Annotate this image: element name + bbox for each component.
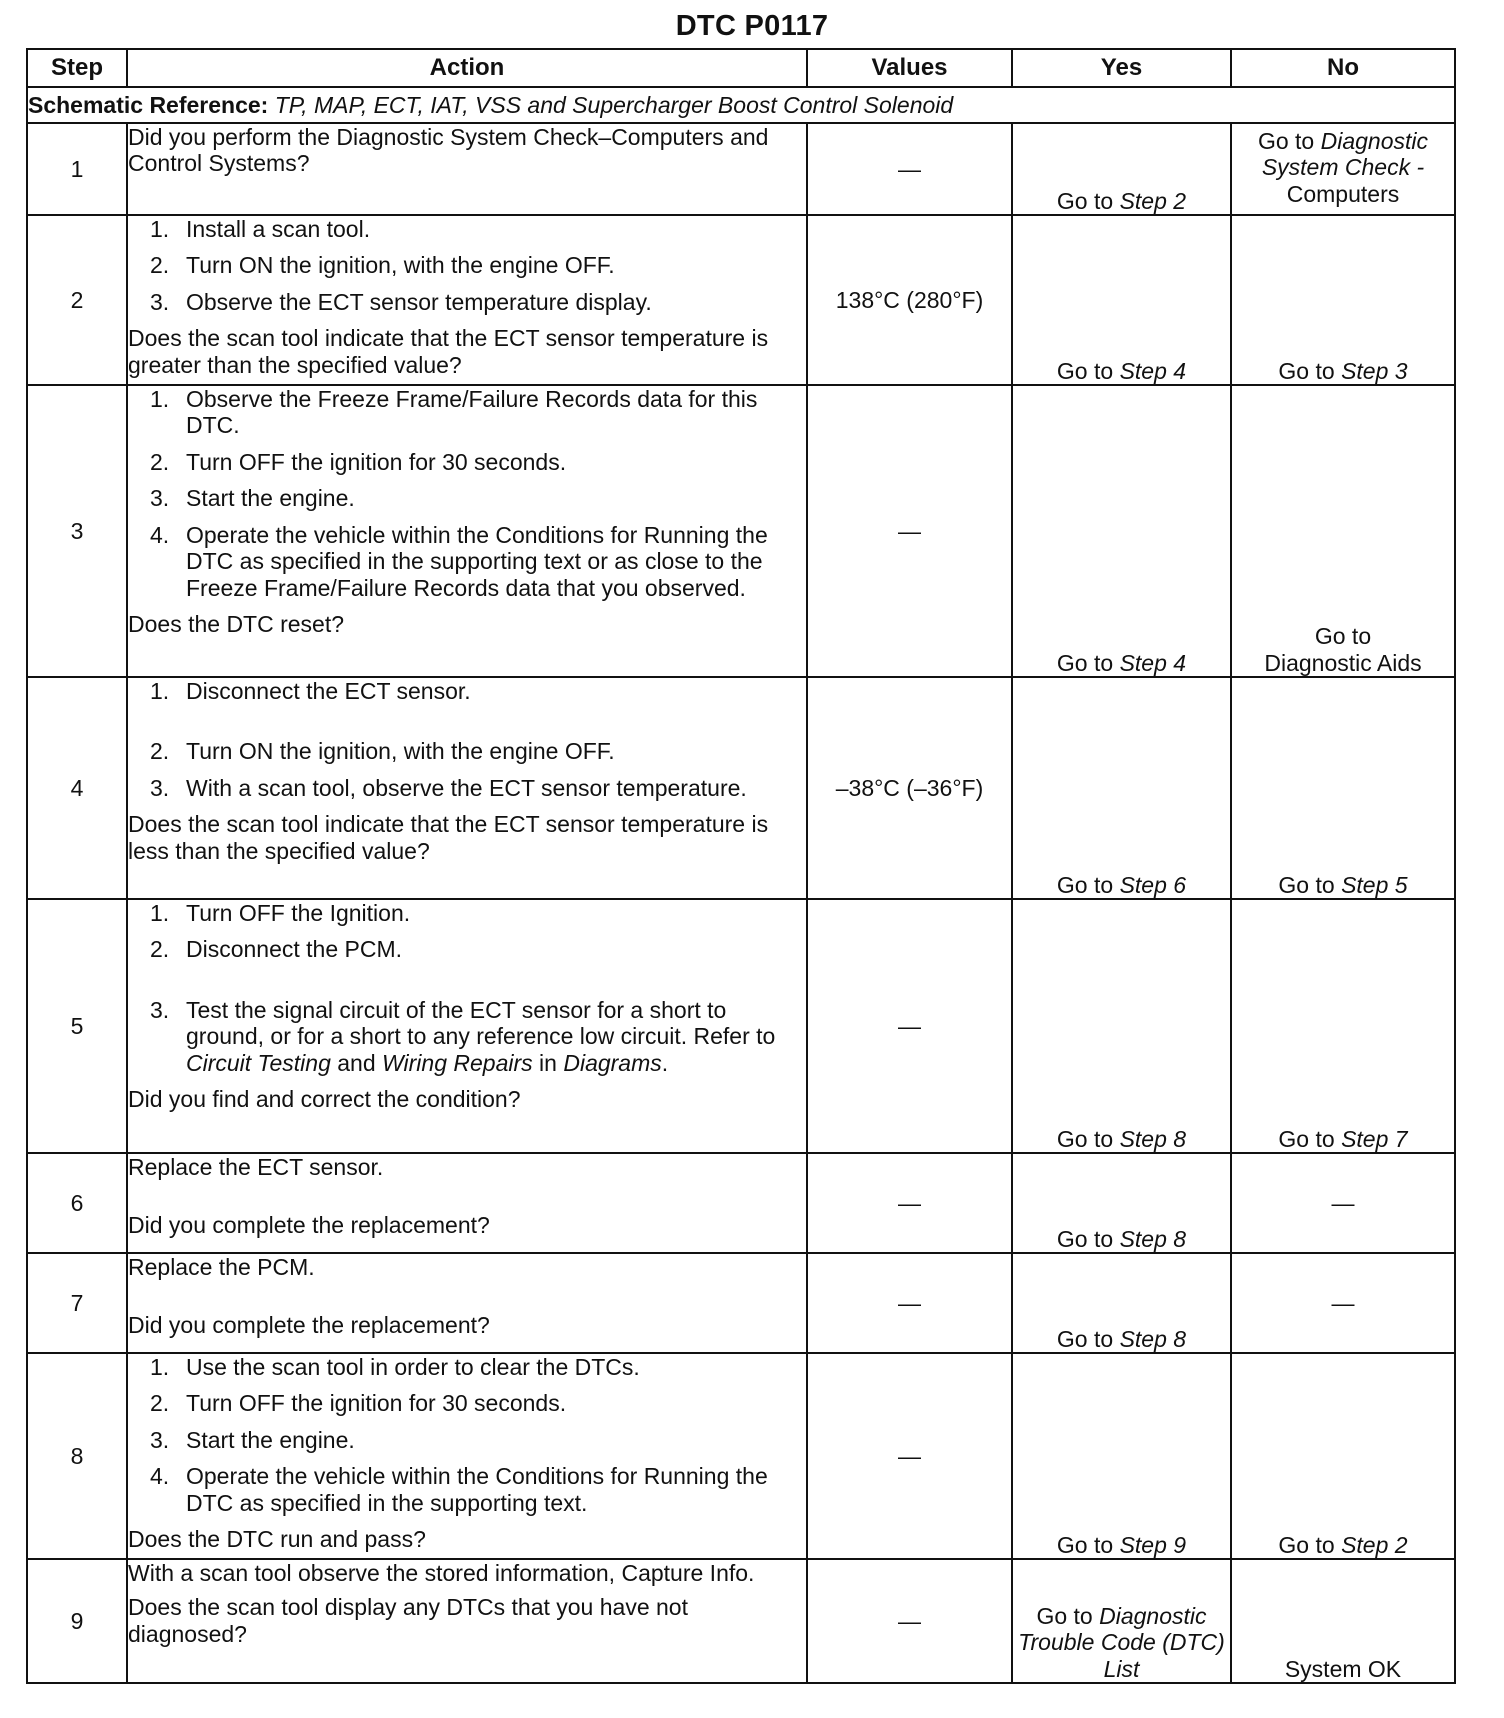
action-question: Does the scan tool indicate that the ECT sensor temperature is greater than the specified value? [128, 325, 769, 378]
action-list [128, 216, 806, 315]
action-intro: Replace the PCM. [128, 1254, 315, 1280]
step-number: 4 [27, 677, 127, 899]
no-prefix: Go to [1257, 128, 1315, 154]
table-row [27, 385, 1455, 677]
action-question: Did you find and correct the condition? [128, 1086, 521, 1113]
yes-cell [1012, 1559, 1231, 1683]
list-item: 1. Disconnect the ECT sensor. [150, 678, 471, 704]
step-number: 6 [27, 1153, 127, 1253]
list-item: 1. Turn OFF the Ignition. [150, 900, 411, 926]
action-intro: Replace the ECT sensor. [128, 1154, 384, 1180]
header-step: Step [27, 49, 127, 87]
action-question: Did you complete the replacement? [128, 1312, 490, 1339]
yes-prefix: Go to [1056, 1325, 1114, 1352]
schematic-reference [27, 87, 1455, 123]
action-list [128, 900, 806, 1076]
no-prefix: Go to [1278, 1531, 1335, 1558]
action-intro: With a scan tool observe the stored information, Capture Info. [128, 1560, 755, 1586]
value-cell: — [807, 899, 1012, 1153]
list-item: 3. Test the signal circuit of the ECT sensor for a short to ground, or for a short to any reference low circuit. Refer to Circuit Testing and Wiring Repairs in Diagrams. [150, 996, 776, 1076]
table-row [27, 1559, 1455, 1683]
value-cell: — [807, 1253, 1012, 1353]
no-link[interactable]: Step 3 [1341, 357, 1408, 384]
yes-prefix: Go to [1056, 187, 1114, 214]
yes-link[interactable]: Step 8 [1119, 1325, 1187, 1352]
step-number: 5 [27, 899, 127, 1153]
action-list [128, 1354, 806, 1516]
value-cell: — [807, 123, 1012, 215]
table-row [27, 1353, 1455, 1559]
no-cell [1231, 899, 1455, 1153]
action-cell [127, 677, 807, 899]
action-cell [127, 123, 807, 215]
schematic-text: TP, MAP, ECT, IAT, VSS and Supercharger Boost Control Solenoid [274, 91, 954, 118]
list-item: 3. With a scan tool, observe the ECT sensor temperature. [150, 774, 747, 801]
no-cell [1231, 385, 1455, 677]
yes-cell [1012, 677, 1231, 899]
list-item: 2. Turn ON the ignition, with the engine OFF. [150, 738, 615, 765]
yes-cell [1012, 1153, 1231, 1253]
table-row [27, 1153, 1455, 1253]
yes-prefix: Go to [1056, 1125, 1114, 1152]
action-cell [127, 1559, 807, 1683]
step-number: 8 [27, 1353, 127, 1559]
table-row [27, 899, 1455, 1153]
action-intro: Did you perform the Diagnostic System Check–Computers and Control Systems? [128, 124, 769, 177]
action-cell [127, 899, 807, 1153]
list-item: 4. Operate the vehicle within the Conditions for Running the DTC as specified in the supporting text or as close to the Freeze Frame/Failure Records data that you observed. [150, 521, 768, 601]
table-row [27, 215, 1455, 385]
action-list [128, 386, 806, 601]
action-cell [127, 215, 807, 385]
no-line-1: Go to [1314, 623, 1372, 650]
page-title: DTC P0117 [675, 10, 829, 42]
yes-prefix: Go to [1056, 1531, 1114, 1558]
no-cell [1231, 677, 1455, 899]
no-cell [1231, 123, 1455, 215]
value-cell: 138°C (280°F) [807, 215, 1012, 385]
list-item: 2. Turn OFF the ignition for 30 seconds. [150, 448, 567, 475]
no-link[interactable]: Step 2 [1341, 1531, 1408, 1558]
step-number: 9 [27, 1559, 127, 1683]
yes-cell [1012, 899, 1231, 1153]
table-row [27, 677, 1455, 899]
no-prefix: Go to [1278, 1125, 1335, 1152]
header-action: Action [127, 49, 807, 87]
action-cell [127, 1353, 807, 1559]
yes-cell [1012, 1253, 1231, 1353]
no-cell: — [1231, 1253, 1455, 1353]
yes-prefix: Go to [1056, 649, 1114, 676]
yes-link[interactable]: Step 8 [1119, 1125, 1187, 1152]
yes-link[interactable]: Step 8 [1119, 1225, 1187, 1252]
no-cell: System OK [1231, 1559, 1455, 1683]
step-number: 1 [27, 123, 127, 215]
yes-link[interactable]: Step 2 [1119, 187, 1187, 214]
yes-link[interactable]: Step 4 [1119, 649, 1187, 676]
no-prefix: Go to [1278, 871, 1335, 898]
action-question: Does the DTC run and pass? [128, 1526, 426, 1553]
value-cell: — [807, 385, 1012, 677]
yes-link[interactable]: Step 9 [1119, 1531, 1187, 1558]
list-item: 3. Observe the ECT sensor temperature display. [150, 288, 652, 315]
no-link[interactable]: Diagnostic Aids [1264, 649, 1422, 676]
header-row [27, 49, 1455, 87]
no-cell: — [1231, 1153, 1455, 1253]
value-cell: — [807, 1353, 1012, 1559]
diagnostic-table [26, 48, 1456, 1684]
table-row [27, 1253, 1455, 1353]
yes-link[interactable]: Step 6 [1119, 871, 1187, 898]
list-item: 1. Use the scan tool in order to clear the DTCs. [150, 1354, 640, 1380]
diagrams-link[interactable]: Diagrams [563, 1049, 662, 1076]
no-link[interactable]: Step 7 [1341, 1125, 1408, 1152]
list-item: 3. Start the engine. [150, 1426, 355, 1453]
value-cell: — [807, 1153, 1012, 1253]
step-number: 2 [27, 215, 127, 385]
header-no: No [1231, 49, 1455, 87]
step-number: 3 [27, 385, 127, 677]
yes-cell [1012, 385, 1231, 677]
header-values: Values [807, 49, 1012, 87]
yes-cell [1012, 123, 1231, 215]
yes-prefix: Go to [1056, 871, 1114, 898]
action-question: Does the DTC reset? [128, 611, 345, 638]
yes-cell [1012, 1353, 1231, 1559]
no-link[interactable]: Step 5 [1341, 871, 1408, 898]
list-item: 1. Install a scan tool. [150, 216, 371, 242]
list-item: 2. Turn OFF the ignition for 30 seconds. [150, 1390, 567, 1417]
yes-cell [1012, 215, 1231, 385]
header-yes: Yes [1012, 49, 1231, 87]
circuit-testing-link[interactable]: Circuit Testing [186, 1049, 331, 1076]
action-question: Does the scan tool indicate that the ECT sensor temperature is less than the specified value? [128, 811, 769, 864]
step-number: 7 [27, 1253, 127, 1353]
yes-prefix: Go to [1056, 1225, 1114, 1252]
schematic-label: Schematic Reference: [28, 91, 269, 118]
action-cell [127, 1153, 807, 1253]
action-question: Did you complete the replacement? [128, 1212, 490, 1239]
schematic-row [27, 87, 1455, 123]
table-row [27, 123, 1455, 215]
list-item: 4. Operate the vehicle within the Conditions for Running the DTC as specified in the supporting text. [150, 1463, 768, 1516]
list-item: 2. Disconnect the PCM. [150, 936, 403, 963]
action-cell [127, 385, 807, 677]
no-suffix: Computers [1286, 180, 1400, 207]
action-question: Does the scan tool display any DTCs that you have not diagnosed? [128, 1594, 688, 1647]
no-cell [1231, 1353, 1455, 1559]
list-item: 3. Start the engine. [150, 485, 355, 512]
yes-link[interactable]: Diagnostic Trouble Code (DTC) List [1018, 1602, 1225, 1682]
action-cell [127, 1253, 807, 1353]
yes-link[interactable]: Step 4 [1119, 357, 1187, 384]
value-cell: — [807, 1559, 1012, 1683]
no-cell [1231, 215, 1455, 385]
yes-prefix: Go to [1056, 357, 1114, 384]
list-item: 1. Observe the Freeze Frame/Failure Records data for this DTC. [150, 386, 758, 439]
yes-prefix: Go to [1036, 1602, 1093, 1629]
wiring-repairs-link[interactable]: Wiring Repairs [382, 1049, 533, 1076]
value-cell: –38°C (–36°F) [807, 677, 1012, 899]
action-list [128, 678, 806, 801]
no-link[interactable]: Diagnostic System Check - [1261, 128, 1429, 181]
no-prefix: Go to [1278, 357, 1335, 384]
list-item: 2. Turn ON the ignition, with the engine OFF. [150, 252, 615, 279]
